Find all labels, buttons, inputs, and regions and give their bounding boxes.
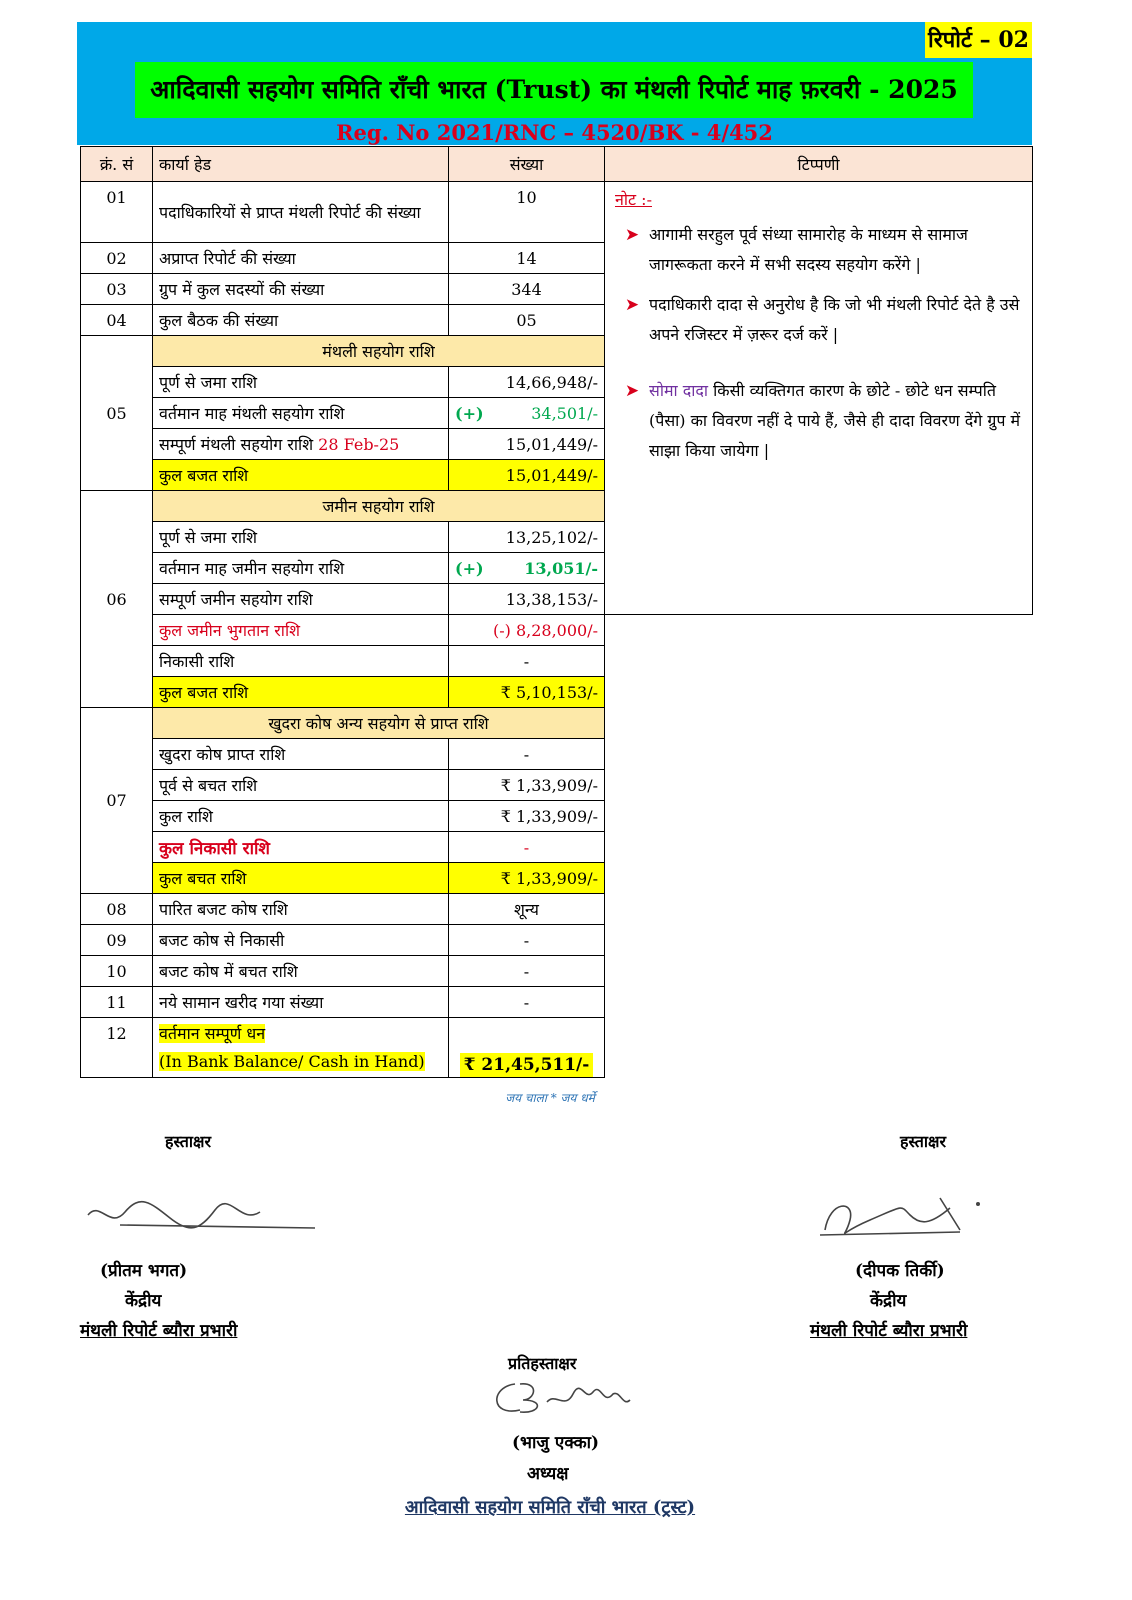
table-row — [81, 1018, 1033, 1078]
signature-label-left: हस्ताक्षर — [165, 1132, 212, 1151]
row-number: 11 — [81, 987, 153, 1018]
table-header-row — [81, 147, 1033, 182]
row-label: कुल बजत राशि — [153, 460, 449, 491]
row-value: - — [449, 956, 605, 987]
report-title: आदिवासी सहयोग समिति राँची भारत (Trust) का मंथली रिपोर्ट माह फ़रवरी - 2025 — [135, 62, 973, 118]
row-value: ₹ 1,33,909/- — [449, 770, 605, 801]
note-heading: नोट :- — [615, 190, 652, 209]
row-value: ₹ 5,10,153/- — [449, 677, 605, 708]
row-label: पूर्व से बचत राशि — [153, 770, 449, 801]
row-label: कुल बचत राशि — [153, 863, 449, 894]
row-value: 15,01,449/- — [449, 460, 605, 491]
row-label: पदाधिकारियों से प्राप्त मंथली रिपोर्ट की संख्या — [153, 182, 449, 243]
countersignature-label: प्रतिहस्ताक्षर — [508, 1354, 577, 1373]
signature-center-image — [485, 1372, 645, 1422]
row-number: 09 — [81, 925, 153, 956]
section-heading-row — [81, 708, 1033, 739]
table-row — [81, 863, 1033, 894]
note-item — [615, 376, 1022, 466]
row-label: वर्तमान माह मंथली सहयोग राशि — [153, 398, 449, 429]
signatory-name-center: (भाजु एक्का) — [512, 1433, 600, 1453]
arrow-bullet-icon: ➤ — [624, 225, 640, 245]
row-value: - — [449, 987, 605, 1018]
signatory-role-left: केंद्रीय — [125, 1291, 162, 1311]
col-header-sno: क्रं. सं — [81, 147, 153, 182]
table-row — [81, 677, 1033, 708]
row-value: - — [449, 925, 605, 956]
note-text: पदाधिकारी दादा से अनुरोध है कि जो भी मंथली रिपोर्ट देते है उसे अपने रजिस्टर में ज़रूर दर्ज करें | — [649, 295, 1020, 344]
row-label: सम्पूर्ण मंथली सहयोग राशि 28 Feb-25 — [153, 429, 449, 460]
row-label: कुल बैठक की संख्या — [153, 305, 449, 336]
row-label: पारित बजट कोष राशि — [153, 894, 449, 925]
row-label: वर्तमान माह जमीन सहयोग राशि — [153, 553, 449, 584]
row-number: 07 — [81, 708, 153, 894]
table-row — [81, 182, 1033, 243]
section-heading: खुदरा कोष अन्य सहयोग से प्राप्त राशि — [153, 708, 605, 739]
signatory-name-left: (प्रीतम भगत) — [100, 1261, 188, 1281]
row-value: ₹ 1,33,909/- — [449, 801, 605, 832]
row-label: नये सामान खरीद गया संख्या — [153, 987, 449, 1018]
note-item — [615, 290, 1022, 350]
table-row — [81, 956, 1033, 987]
report-number: रिपोर्ट – 02 — [925, 22, 1032, 58]
note-name: सोमा दादा — [649, 381, 709, 400]
col-header-count: संख्या — [449, 147, 605, 182]
row-label: सम्पूर्ण जमीन सहयोग राशि — [153, 584, 449, 615]
arrow-bullet-icon: ➤ — [624, 381, 640, 401]
table-row — [81, 646, 1033, 677]
row-value: (+) 34,501/- — [449, 398, 605, 429]
table-row — [81, 987, 1033, 1018]
table-row — [81, 925, 1033, 956]
row-value: ₹ 1,33,909/- — [449, 863, 605, 894]
row-label: कुल राशि — [153, 801, 449, 832]
table-row — [81, 894, 1033, 925]
row-value: (+) 13,051/- — [449, 553, 605, 584]
row-number: 08 — [81, 894, 153, 925]
row-value: 13,38,153/- — [449, 584, 605, 615]
section-heading: जमीन सहयोग राशि — [153, 491, 605, 522]
row-value: - — [449, 646, 605, 677]
row-label: कुल बजत राशि — [153, 677, 449, 708]
row-label: अप्राप्त रिपोर्ट की संख्या — [153, 243, 449, 274]
row-value: 344 — [449, 274, 605, 305]
row-value: 14 — [449, 243, 605, 274]
signatory-title-right: मंथली रिपोर्ट ब्यौरा प्रभारी — [810, 1321, 968, 1341]
table-row — [81, 770, 1033, 801]
row-value: ₹ 21,45,511/- — [449, 1018, 605, 1078]
col-header-head: कार्या हेड — [153, 147, 449, 182]
remarks-cell — [605, 182, 1033, 615]
row-value: 15,01,449/- — [449, 429, 605, 460]
row-number: 06 — [81, 491, 153, 708]
report-table — [80, 146, 1033, 1078]
row-number: 02 — [81, 243, 153, 274]
row-label: बजट कोष से निकासी — [153, 925, 449, 956]
row-number: 12 — [81, 1018, 153, 1078]
row-label: पूर्ण से जमा राशि — [153, 367, 449, 398]
row-value: 14,66,948/- — [449, 367, 605, 398]
row-number: 04 — [81, 305, 153, 336]
signatory-role-right: केंद्रीय — [870, 1291, 907, 1311]
row-number: 10 — [81, 956, 153, 987]
arrow-bullet-icon: ➤ — [624, 295, 640, 315]
row-label: कुल जमीन भुगतान राशि — [153, 615, 449, 646]
row-label: निकासी राशि — [153, 646, 449, 677]
organization-name-footer: आदिवासी सहयोग समिति राँची भारत (ट्रस्ट) — [404, 1497, 696, 1518]
col-header-remarks: टिप्पणी — [605, 147, 1033, 182]
signatory-name-right: (दीपक तिर्की) — [855, 1261, 945, 1281]
table-row — [81, 615, 1033, 646]
row-label: खुदरा कोष प्राप्त राशि — [153, 739, 449, 770]
row-label: कुल निकासी राशि — [153, 832, 449, 863]
signatory-role-center: अध्यक्ष — [527, 1464, 569, 1484]
signatory-title-left: मंथली रिपोर्ट ब्यौरा प्रभारी — [80, 1321, 238, 1341]
section-heading: मंथली सहयोग राशि — [153, 336, 605, 367]
row-number: 05 — [81, 336, 153, 491]
signature-right-image — [810, 1190, 990, 1250]
row-label: ग्रुप में कुल सदस्यों की संख्या — [153, 274, 449, 305]
note-item — [615, 220, 1022, 280]
note-text: आगामी सरहुल पूर्व संध्या सामारोह के माध्यम से सामाज जागरूकता करने में सभी सदस्य सहयोग करेंगे | — [649, 225, 968, 274]
row-value: (-) 8,28,000/- — [449, 615, 605, 646]
row-value: 13,25,102/- — [449, 522, 605, 553]
signature-label-right: हस्ताक्षर — [900, 1132, 947, 1151]
signature-left-image — [80, 1190, 320, 1240]
table-row — [81, 739, 1033, 770]
row-number: 01 — [81, 182, 153, 243]
table-row — [81, 801, 1033, 832]
row-label: वर्तमान सम्पूर्ण धन (In Bank Balance/ Cash in Hand) — [153, 1018, 449, 1078]
row-label: पूर्ण से जमा राशि — [153, 522, 449, 553]
registration-number: Reg. No 2021/RNC – 4520/BK - 4/452 — [336, 120, 773, 145]
row-number: 03 — [81, 274, 153, 305]
row-label: बजट कोष में बचत राशि — [153, 956, 449, 987]
row-value: 05 — [449, 305, 605, 336]
table-row — [81, 832, 1033, 863]
slogan: जय चाला * जय धर्मे — [505, 1091, 595, 1105]
row-value: शून्य — [449, 894, 605, 925]
note-text: सोमा दादा किसी व्यक्तिगत कारण के छोटे - छोटे धन सम्पति (पैसा) का विवरण नहीं दे पाये हैं, जैसे ही दादा विवरण देंगे ग्रुप में साझा किया जायेगा | — [649, 381, 1021, 460]
row-value: - — [449, 832, 605, 863]
row-value: - — [449, 739, 605, 770]
row-value: 10 — [449, 182, 605, 243]
